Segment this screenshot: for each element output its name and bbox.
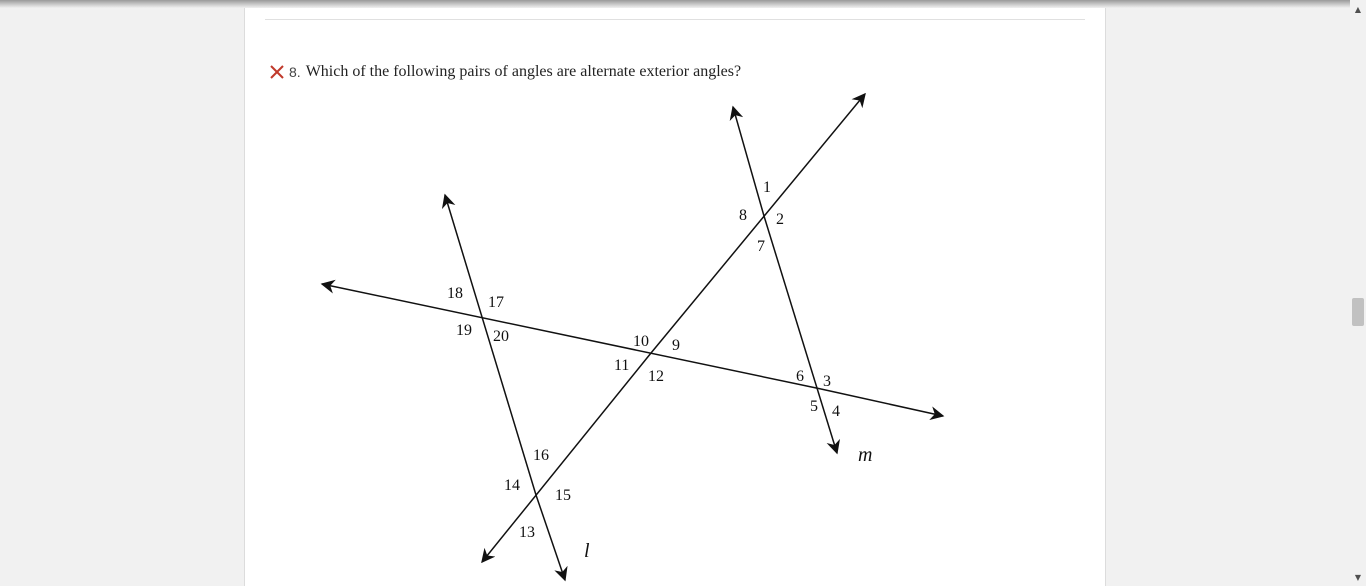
line-label-l: l bbox=[584, 540, 590, 562]
line-m-up bbox=[733, 107, 764, 216]
line-left-transversal bbox=[536, 495, 565, 580]
top-shadow bbox=[0, 0, 1350, 8]
angle-label-18: 18 bbox=[447, 285, 463, 302]
angle-label-10: 10 bbox=[633, 333, 649, 350]
angle-label-19: 19 bbox=[456, 322, 472, 339]
angle-label-7: 7 bbox=[757, 238, 765, 255]
angle-label-1: 1 bbox=[763, 179, 771, 196]
question-number: 8. bbox=[289, 64, 301, 80]
arrow-up-icon[interactable]: ▲ bbox=[1354, 5, 1362, 14]
angle-label-4: 4 bbox=[832, 403, 840, 420]
question-text: Which of the following pairs of angles are alternate exterior angles? bbox=[305, 63, 742, 80]
line-label-m: m bbox=[858, 444, 873, 466]
geometry-figure bbox=[245, 8, 1105, 586]
scrollbar-thumb[interactable] bbox=[1352, 298, 1364, 326]
angle-label-9: 9 bbox=[672, 337, 680, 354]
angle-label-12: 12 bbox=[648, 368, 664, 385]
question-page bbox=[244, 8, 1106, 586]
angle-label-13: 13 bbox=[519, 524, 535, 541]
line-left-transversal-up bbox=[445, 195, 536, 495]
angle-label-15: 15 bbox=[555, 487, 571, 504]
line-m bbox=[764, 216, 837, 453]
line-horizontal-left bbox=[322, 284, 821, 389]
angle-label-6: 6 bbox=[796, 368, 804, 385]
arrow-down-icon[interactable]: ▼ bbox=[1354, 573, 1362, 582]
angle-label-2: 2 bbox=[776, 211, 784, 228]
vertical-scrollbar[interactable] bbox=[1350, 0, 1366, 586]
line-diagonal bbox=[651, 94, 865, 353]
angle-label-11: 11 bbox=[614, 357, 630, 374]
line-diagonal-down bbox=[482, 353, 651, 562]
angle-label-20: 20 bbox=[493, 328, 509, 345]
angle-label-16: 16 bbox=[533, 447, 549, 464]
angle-label-14: 14 bbox=[504, 477, 520, 494]
angle-label-8: 8 bbox=[739, 207, 747, 224]
angle-label-5: 5 bbox=[810, 398, 818, 415]
angle-label-3: 3 bbox=[823, 373, 831, 390]
angle-label-17: 17 bbox=[488, 294, 504, 311]
